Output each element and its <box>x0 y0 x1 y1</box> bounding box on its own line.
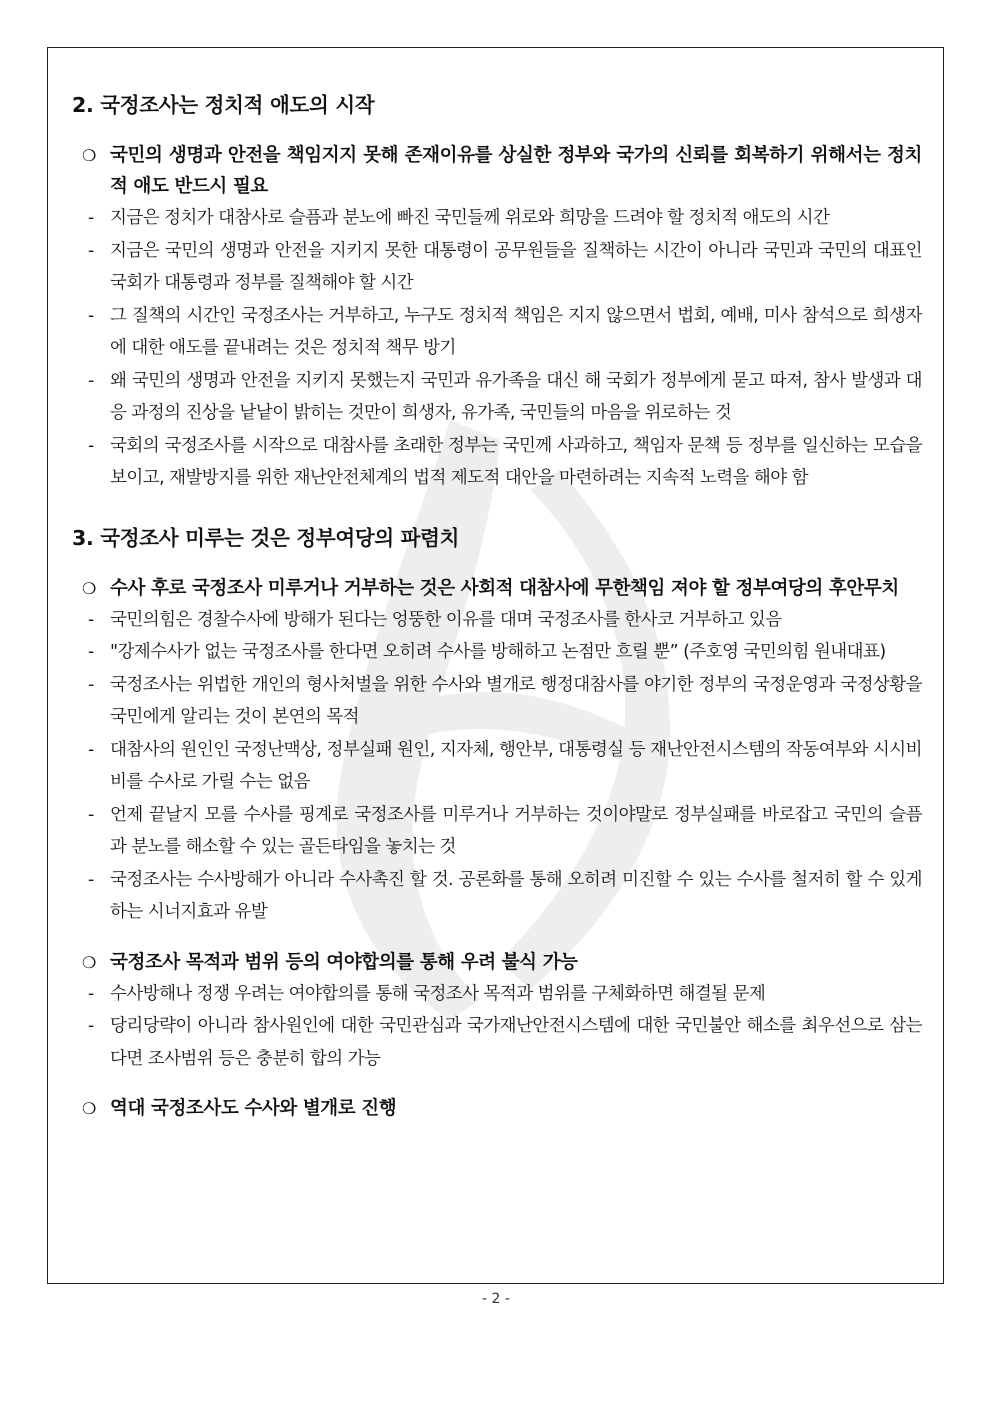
dash-text: 그 질책의 시간인 국정조사는 거부하고, 누구도 정치적 책임은 지지 않으면서 법회, 예배, 미사 참석으로 희생자에 대한 애도를 끝내려는 것은 정치적 책무 방기 <box>110 305 922 358</box>
dash-mark: - <box>88 305 94 326</box>
dash-text: 대참사의 원인인 국정난맥상, 정부실패 원인, 지자체, 행안부, 대통령실 등 재난안전시스템의 작동여부와 시시비비를 수사로 가릴 수는 없음 <box>110 739 922 792</box>
bullet-point <box>82 1093 922 1124</box>
dash-mark: - <box>88 240 94 261</box>
circle-bullet-icon: ❍ <box>82 952 96 972</box>
circle-bullet-icon: ❍ <box>82 1099 96 1118</box>
dash-mark: - <box>88 609 94 630</box>
dash-mark: - <box>88 1016 94 1036</box>
dash-mark: - <box>88 804 94 825</box>
bullet-point <box>82 140 922 202</box>
dash-item <box>88 202 922 235</box>
dash-mark: - <box>88 370 94 391</box>
dash-item <box>88 430 922 495</box>
dash-text: 국민의힘은 경찰수사에 방해가 된다는 엉뚱한 이유를 대며 국정조사를 한사코 거부하고 있음 <box>110 609 782 630</box>
bullet-text: 역대 국정조사도 수사와 별개로 진행 <box>110 1098 397 1119</box>
dash-item <box>88 604 922 637</box>
dash-item <box>88 864 922 929</box>
circle-bullet-icon: ❍ <box>82 578 96 598</box>
dash-text: 국정조사는 위법한 개인의 형사처벌을 위한 수사와 별개로 행정대참사를 야기한 정부의 국정운영과 국정상황을 국민에게 알리는 것이 본연의 목적 <box>110 674 922 727</box>
circle-bullet-icon: ❍ <box>82 146 96 165</box>
dash-text: 국회의 국정조사를 시작으로 대참사를 초래한 정부는 국민께 사과하고, 책임자 문책 등 정부를 일신하는 모습을 보이고, 재발방지를 위한 재난안전체계의 법적 제도적 대안을 마련하려는 지속적 노력을 해야 함 <box>110 435 922 488</box>
document-body <box>72 88 922 1124</box>
page-number: - 2 - <box>482 1291 510 1307</box>
dash-text: 언제 끝날지 모를 수사를 핑계로 국정조사를 미루거나 거부하는 것이야말로 정부실패를 바로잡고 국민의 슬픔과 분노를 해소할 수 있는 골든타임을 놓치는 것 <box>110 804 922 857</box>
dash-text: 지금은 국민의 생명과 안전을 지키지 못한 대통령이 공무원들을 질책하는 시간이 아니라 국민과 국민의 대표인 국회가 대통령과 정부를 질책해야 할 시간 <box>110 240 922 293</box>
dash-mark: - <box>88 674 94 695</box>
dash-item <box>88 799 922 864</box>
bullet-point <box>82 947 922 978</box>
section-title: 3. 국정조사 미루는 것은 정부여당의 파렴치 <box>72 525 460 550</box>
dash-text: 국정조사는 수사방해가 아니라 수사촉진 할 것. 공론화를 통해 오히려 미진할 수 있는 수사를 철저히 할 수 있게 하는 시너지효과 유발 <box>110 869 922 922</box>
dash-item <box>88 669 922 734</box>
bullet-point <box>82 573 922 604</box>
dash-text: 지금은 정치가 대참사로 슬픔과 분노에 빠진 국민들께 위로와 희망을 드려야 할 정치적 애도의 시간 <box>110 208 830 228</box>
dash-mark: - <box>88 435 94 456</box>
bullet-text: 수사 후로 국정조사 미루거나 거부하는 것은 사회적 대참사에 무한책임 져야 할 정부여당의 후안무치 <box>110 577 899 599</box>
dash-text: 수사방해나 정쟁 우려는 여야합의를 통해 국정조사 목적과 범위를 구체화하면 해결될 문제 <box>110 983 766 1004</box>
dash-item <box>88 978 922 1011</box>
bullet-text: 국민의 생명과 안전을 책임지지 못해 존재이유를 상실한 정부와 국가의 신뢰를 회복하기 위해서는 정치적 애도 반드시 필요 <box>110 145 922 197</box>
dash-mark: - <box>88 642 94 662</box>
dash-item <box>88 235 922 300</box>
dash-item <box>88 636 922 669</box>
dash-mark: - <box>88 869 94 890</box>
section-title: 2. 국정조사는 정치적 애도의 시작 <box>72 93 375 117</box>
dash-item <box>88 734 922 799</box>
dash-text: "강제수사가 없는 국정조사를 한다면 오히려 수사를 방해하고 논점만 흐릴 뿐” (주호영 국민의힘 원내대표) <box>110 642 886 662</box>
dash-mark: - <box>88 983 94 1004</box>
dash-text: 당리당략이 아니라 참사원인에 대한 국민관심과 국가재난안전시스템에 대한 국민불안 해소를 최우선으로 삼는다면 조사범위 등은 충분히 합의 가능 <box>110 1016 922 1069</box>
dash-item <box>88 1010 922 1075</box>
dash-mark: - <box>88 208 94 228</box>
bullet-text: 국정조사 목적과 범위 등의 여야합의를 통해 우려 불식 가능 <box>110 951 578 973</box>
dash-text: 왜 국민의 생명과 안전을 지키지 못했는지 국민과 유가족을 대신 해 국회가 정부에게 묻고 따져, 참사 발생과 대응 과정의 진상을 낱낱이 밝히는 것만이 희생자, 유가족, 국민들의 마음을 위로하는 것 <box>110 370 922 423</box>
dash-item <box>88 300 922 365</box>
dash-mark: - <box>88 739 94 760</box>
dash-item <box>88 365 922 430</box>
